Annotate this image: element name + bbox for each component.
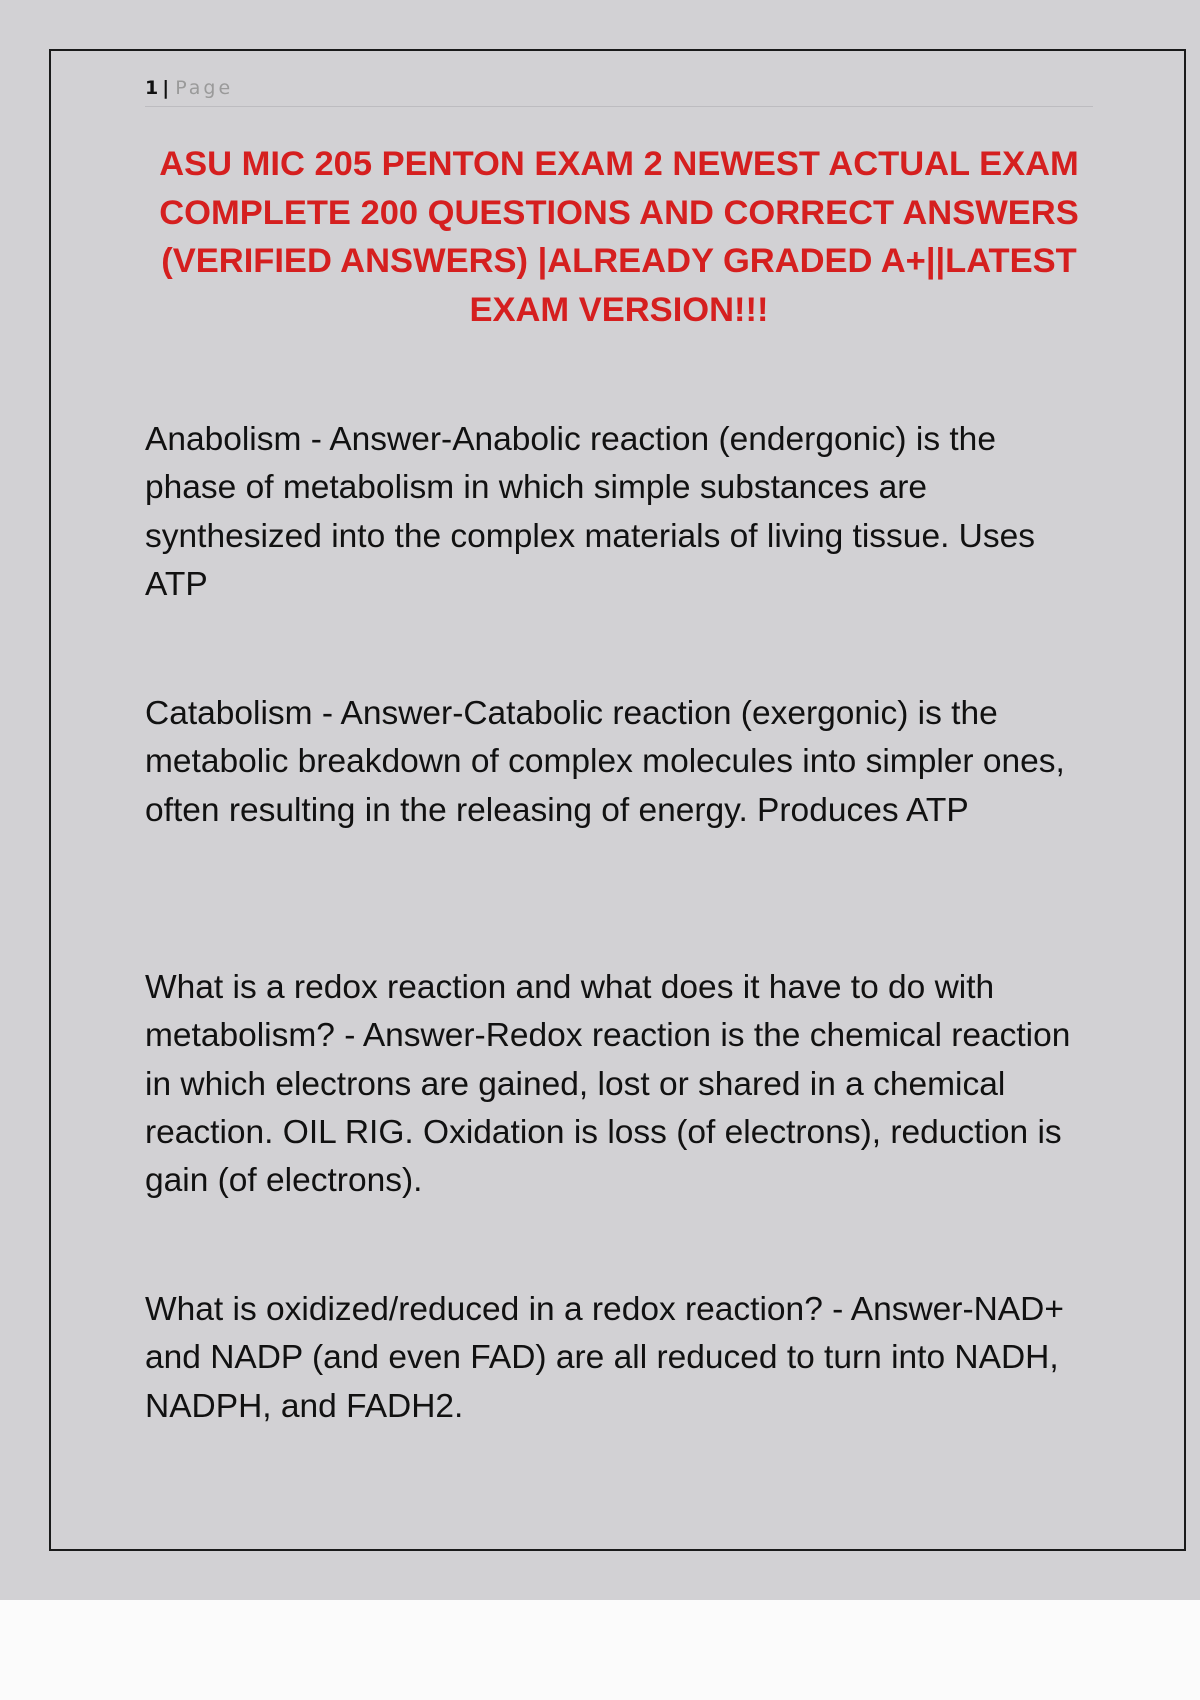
document-title: ASU MIC 205 PENTON EXAM 2 NEWEST ACTUAL EXAM COMPLETE 200 QUESTIONS AND CORRECT ANSWERS (VERIFIED ANSWERS) |ALREADY GRADED A+||LATEST EXAM VERSION!!! [159,145,1079,329]
page-header [145,72,1093,107]
page-header-separator: | [162,77,170,99]
qa-item-oxidized-reduced: What is oxidized/reduced in a redox reaction? - Answer-NAD+ and NADP (and even FAD) are all reduced to turn into NADH, NADPH, and FADH2. [145,1291,1064,1425]
qa-item-anabolism: Anabolism - Answer-Anabolic reaction (endergonic) is the phase of metabolism in which simple substances are synthesized into the complex materials of living tissue. Uses ATP [145,421,1036,603]
qa-item-catabolism: Catabolism - Answer-Catabolic reaction (exergonic) is the metabolic breakdown of complex molecules into simpler ones, often resulting in the releasing of energy. Produces ATP [145,695,1065,829]
qa-item-redox-reaction: What is a redox reaction and what does it have to do with metabolism? - Answer-Redox reaction is the chemical reaction in which electrons are gained, lost or shared in a chemical reaction. OIL RIG. Oxidation is loss (of electrons), reduction is gain (of electrons). [145,969,1071,1200]
page-number: 1 [145,77,159,99]
page-label: Page [175,77,234,99]
